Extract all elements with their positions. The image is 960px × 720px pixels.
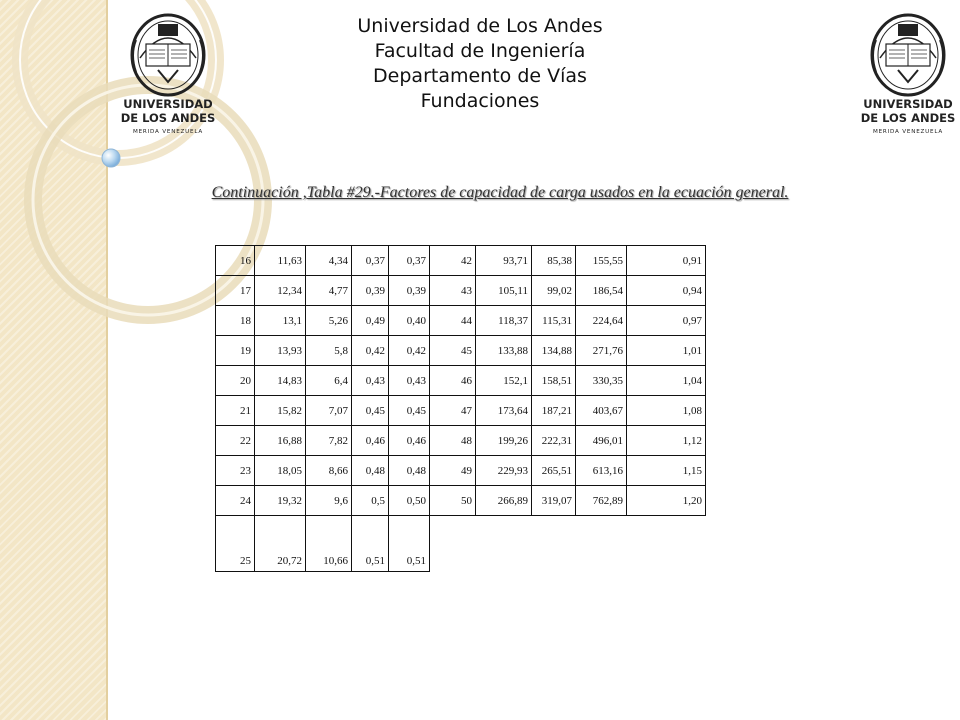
table-cell: 1,04 bbox=[627, 366, 706, 396]
table-cell: 115,31 bbox=[532, 306, 576, 336]
table-cell: 1,08 bbox=[627, 396, 706, 426]
table-cell: 403,67 bbox=[576, 396, 627, 426]
table-cell: 99,02 bbox=[532, 276, 576, 306]
table-cell: 118,37 bbox=[476, 306, 532, 336]
table-cell: 50 bbox=[430, 486, 476, 516]
table-cell: 613,16 bbox=[576, 456, 627, 486]
table-cell: 0,39 bbox=[352, 276, 389, 306]
table-cell: 134,88 bbox=[532, 336, 576, 366]
table-cell: 23 bbox=[216, 456, 255, 486]
table-cell: 49 bbox=[430, 456, 476, 486]
table-cell: 0,43 bbox=[389, 366, 430, 396]
logo-text-line2: DE LOS ANDES bbox=[120, 111, 216, 125]
table-cell: 496,01 bbox=[576, 426, 627, 456]
table-cell: 1,12 bbox=[627, 426, 706, 456]
table-cell: 20 bbox=[216, 366, 255, 396]
table-cell: 0,91 bbox=[627, 246, 706, 276]
table-cell: 0,51 bbox=[352, 516, 389, 572]
logo-text-line2: DE LOS ANDES bbox=[860, 111, 956, 125]
table-cell: 0,37 bbox=[352, 246, 389, 276]
bearing-capacity-factors-table bbox=[215, 245, 706, 572]
table-cell: 0,45 bbox=[352, 396, 389, 426]
header-faculty: Facultad de Ingeniería bbox=[374, 40, 586, 62]
table-cell: 265,51 bbox=[532, 456, 576, 486]
table-cell: 16 bbox=[216, 246, 255, 276]
table-cell: 24 bbox=[216, 486, 255, 516]
table-cell: 7,82 bbox=[306, 426, 352, 456]
table-cell: 222,31 bbox=[532, 426, 576, 456]
table-cell-empty bbox=[476, 516, 532, 572]
table-cell-empty bbox=[430, 516, 476, 572]
table-cell: 45 bbox=[430, 336, 476, 366]
table-cell: 266,89 bbox=[476, 486, 532, 516]
table-cell-empty bbox=[532, 516, 576, 572]
logo-text-line3: MERIDA VENEZUELA bbox=[872, 129, 944, 135]
table-row bbox=[216, 456, 706, 486]
table-cell: 0,39 bbox=[389, 276, 430, 306]
table-cell: 0,42 bbox=[389, 336, 430, 366]
table-cell: 186,54 bbox=[576, 276, 627, 306]
table-cell: 0,50 bbox=[389, 486, 430, 516]
table-cell: 1,20 bbox=[627, 486, 706, 516]
table-cell: 0,5 bbox=[352, 486, 389, 516]
table-cell: 18,05 bbox=[255, 456, 306, 486]
table-cell: 12,34 bbox=[255, 276, 306, 306]
table-cell: 158,51 bbox=[532, 366, 576, 396]
table-cell: 152,1 bbox=[476, 366, 532, 396]
table-cell: 155,55 bbox=[576, 246, 627, 276]
table-caption: Continuación ,Tabla #29.-Factores de capacidad de carga usados en la ecuación general. bbox=[211, 184, 789, 201]
table-cell: 0,48 bbox=[389, 456, 430, 486]
table-cell: 15,82 bbox=[255, 396, 306, 426]
table-cell: 4,34 bbox=[306, 246, 352, 276]
table-cell: 0,43 bbox=[352, 366, 389, 396]
table-cell: 0,42 bbox=[352, 336, 389, 366]
table-cell: 271,76 bbox=[576, 336, 627, 366]
table-row bbox=[216, 336, 706, 366]
table-body bbox=[216, 246, 706, 572]
table-cell: 44 bbox=[430, 306, 476, 336]
table-cell: 13,1 bbox=[255, 306, 306, 336]
table-cell: 319,07 bbox=[532, 486, 576, 516]
table-cell: 48 bbox=[430, 426, 476, 456]
university-logo-right bbox=[858, 10, 958, 140]
table-cell: 7,07 bbox=[306, 396, 352, 426]
table-cell: 173,64 bbox=[476, 396, 532, 426]
header-subject: Fundaciones bbox=[420, 90, 540, 112]
table-cell: 133,88 bbox=[476, 336, 532, 366]
table-row bbox=[216, 366, 706, 396]
table-cell: 330,35 bbox=[576, 366, 627, 396]
table-cell: 20,72 bbox=[255, 516, 306, 572]
table-cell: 9,6 bbox=[306, 486, 352, 516]
table-cell-empty bbox=[627, 516, 706, 572]
table-cell: 0,46 bbox=[389, 426, 430, 456]
logo-text-line1: UNIVERSIDAD bbox=[863, 97, 953, 111]
table-cell: 42 bbox=[430, 246, 476, 276]
table-cell: 0,97 bbox=[627, 306, 706, 336]
table-cell: 17 bbox=[216, 276, 255, 306]
table-cell: 21 bbox=[216, 396, 255, 426]
table-cell: 16,88 bbox=[255, 426, 306, 456]
table-cell: 0,94 bbox=[627, 276, 706, 306]
table-cell: 19,32 bbox=[255, 486, 306, 516]
table-cell: 6,4 bbox=[306, 366, 352, 396]
table-cell: 4,77 bbox=[306, 276, 352, 306]
table-row bbox=[216, 396, 706, 426]
table-row bbox=[216, 246, 706, 276]
bubble-icon bbox=[102, 149, 120, 167]
table-cell: 10,66 bbox=[306, 516, 352, 572]
table-cell-empty bbox=[576, 516, 627, 572]
table-cell: 5,8 bbox=[306, 336, 352, 366]
table-cell: 47 bbox=[430, 396, 476, 426]
table-cell: 762,89 bbox=[576, 486, 627, 516]
table-cell: 105,11 bbox=[476, 276, 532, 306]
table-cell: 46 bbox=[430, 366, 476, 396]
table-row bbox=[216, 306, 706, 336]
table-cell: 22 bbox=[216, 426, 255, 456]
header-university: Universidad de Los Andes bbox=[357, 15, 603, 37]
header-department: Departamento de Vías bbox=[373, 65, 587, 87]
university-logo-left bbox=[118, 10, 218, 140]
table-cell: 43 bbox=[430, 276, 476, 306]
table-cell: 0,40 bbox=[389, 306, 430, 336]
table-row bbox=[216, 276, 706, 306]
table-cell: 229,93 bbox=[476, 456, 532, 486]
table-cell: 224,64 bbox=[576, 306, 627, 336]
table-cell: 199,26 bbox=[476, 426, 532, 456]
table-cell: 0,46 bbox=[352, 426, 389, 456]
table-row bbox=[216, 486, 706, 516]
table-cell: 0,48 bbox=[352, 456, 389, 486]
table-cell: 18 bbox=[216, 306, 255, 336]
table-cell: 11,63 bbox=[255, 246, 306, 276]
table-cell: 8,66 bbox=[306, 456, 352, 486]
table-row bbox=[216, 426, 706, 456]
table-cell: 93,71 bbox=[476, 246, 532, 276]
logo-text-line3: MERIDA VENEZUELA bbox=[132, 129, 204, 135]
page-header bbox=[300, 14, 660, 114]
table-cell: 13,93 bbox=[255, 336, 306, 366]
logo-text-line1: UNIVERSIDAD bbox=[123, 97, 213, 111]
table-cell: 85,38 bbox=[532, 246, 576, 276]
table-cell: 187,21 bbox=[532, 396, 576, 426]
table-cell: 0,37 bbox=[389, 246, 430, 276]
table-cell: 1,15 bbox=[627, 456, 706, 486]
table-cell: 14,83 bbox=[255, 366, 306, 396]
table-cell: 19 bbox=[216, 336, 255, 366]
table-cell: 0,51 bbox=[389, 516, 430, 572]
table-cell: 1,01 bbox=[627, 336, 706, 366]
table-cell: 0,49 bbox=[352, 306, 389, 336]
table-cell: 0,45 bbox=[389, 396, 430, 426]
table-row bbox=[216, 516, 706, 572]
table-cell: 25 bbox=[216, 516, 255, 572]
table-cell: 5,26 bbox=[306, 306, 352, 336]
